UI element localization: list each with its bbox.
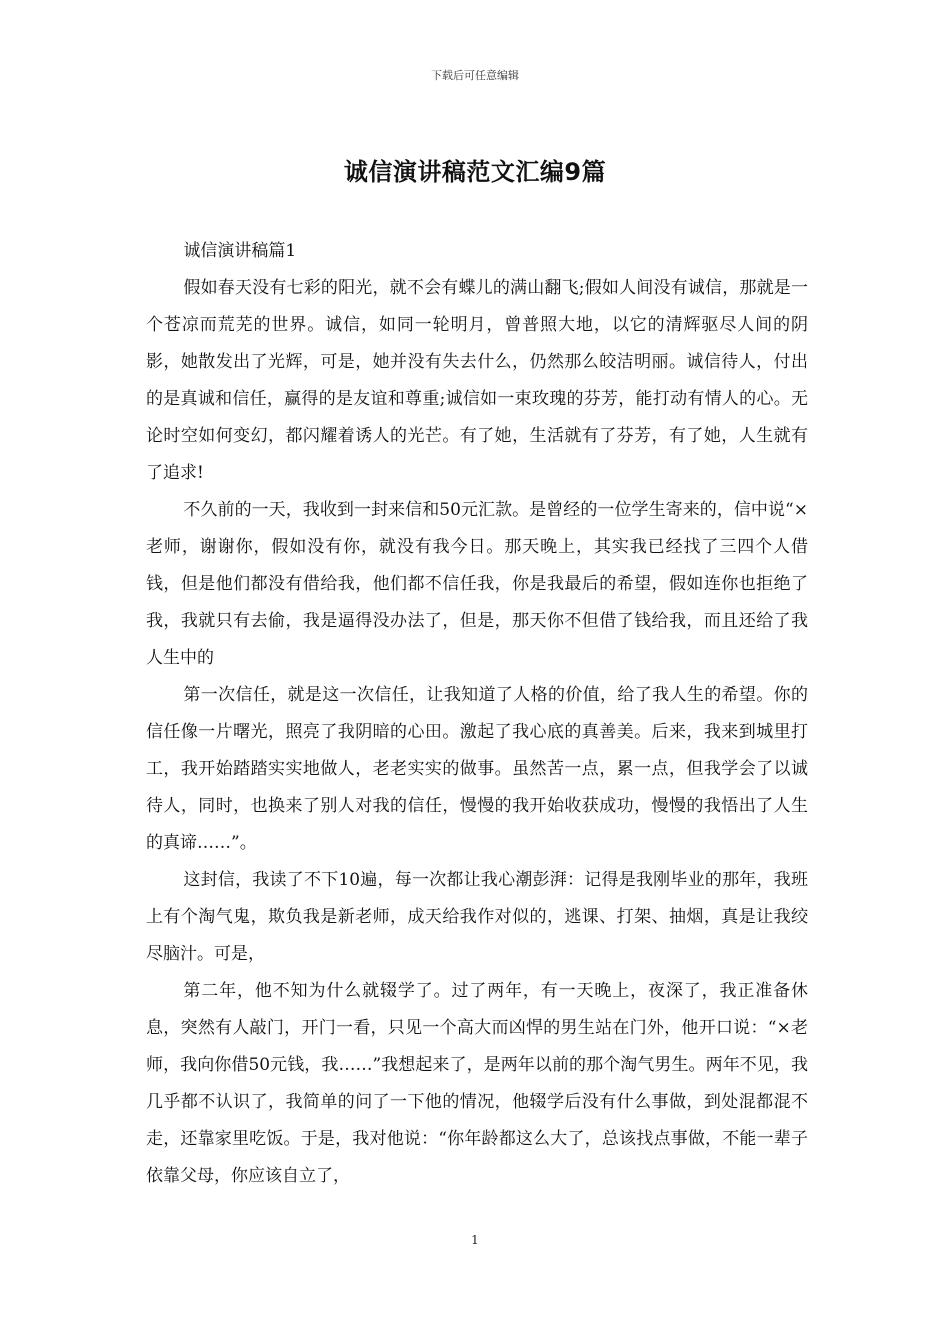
paragraph: 不久前的一天，我收到一封来信和50元汇款。是曾经的一位学生寄来的，信中说“×老师，谢谢你，假如没有你，就没有我今日。那天晚上，其实我已经找了三四个人借钱，但是他们都没有借给我，他们都不信任我，你是我最后的希望，假如连你也拒绝了我，我就只有去偷，我是逼得没办法了，但是，那天你不但借了钱给我，而且还给了我人生中的: [146, 500, 808, 668]
document-body: [146, 233, 808, 1195]
paragraph: 假如春天没有七彩的阳光，就不会有蝶儿的满山翻飞;假如人间没有诚信，那就是一个苍凉而荒芜的世界。诚信，如同一轮明月，曾普照大地，以它的清辉驱尽人间的阴影，她散发出了光辉，可是，她并没有失去什么，仍然那么皎洁明丽。诚信待人，付出的是真诚和信任，赢得的是友谊和尊重;诚信如一束玫瑰的芬芳，能打动有情人的心。无论时空如何变幻，都闪耀着诱人的光芒。有了她，生活就有了芬芳，有了她，人生就有了追求!: [146, 278, 808, 483]
paragraph: 第一次信任，就是这一次信任，让我知道了人格的价值，给了我人生的希望。你的信任像一片曙光，照亮了我阴暗的心田。激起了我心底的真善美。后来，我来到城里打工，我开始踏踏实实地做人，老老实实的做事。虽然苦一点，累一点，但我学会了以诚待人，同时，也换来了别人对我的信任，慢慢的我开始收获成功，慢慢的我悟出了人生的真谛……”。: [146, 685, 808, 853]
page-number: 1: [471, 1233, 479, 1247]
section-heading: 诚信演讲稿篇1: [183, 241, 297, 261]
paragraph: 这封信，我读了不下10遍，每一次都让我心潮彭湃：记得是我刚毕业的那年，我班上有个淘气鬼，欺负我是新老师，成天给我作对似的，逃课、打架、抽烟，真是让我绞尽脑汁。可是，: [146, 870, 808, 964]
paragraph: 第二年，他不知为什么就辍学了。过了两年，有一天晚上，夜深了，我正准备休息，突然有人敲门，开门一看，只见一个高大而凶悍的男生站在门外，他开口说：“×老师，我向你借50元钱，我……”我想起来了，是两年以前的那个淘气男生。两年不见，我几乎都不认识了，我简单的问了一下他的情况，他辍学后没有什么事做，到处混都混不走，还靠家里吃饭。于是，我对他说：“你年龄都这么大了，总该找点事做，不能一辈子依靠父母，你应该自立了，: [146, 981, 808, 1186]
document-title: 诚信演讲稿范文汇编9篇: [343, 158, 607, 186]
header-note: 下载后可任意编辑: [431, 69, 519, 82]
